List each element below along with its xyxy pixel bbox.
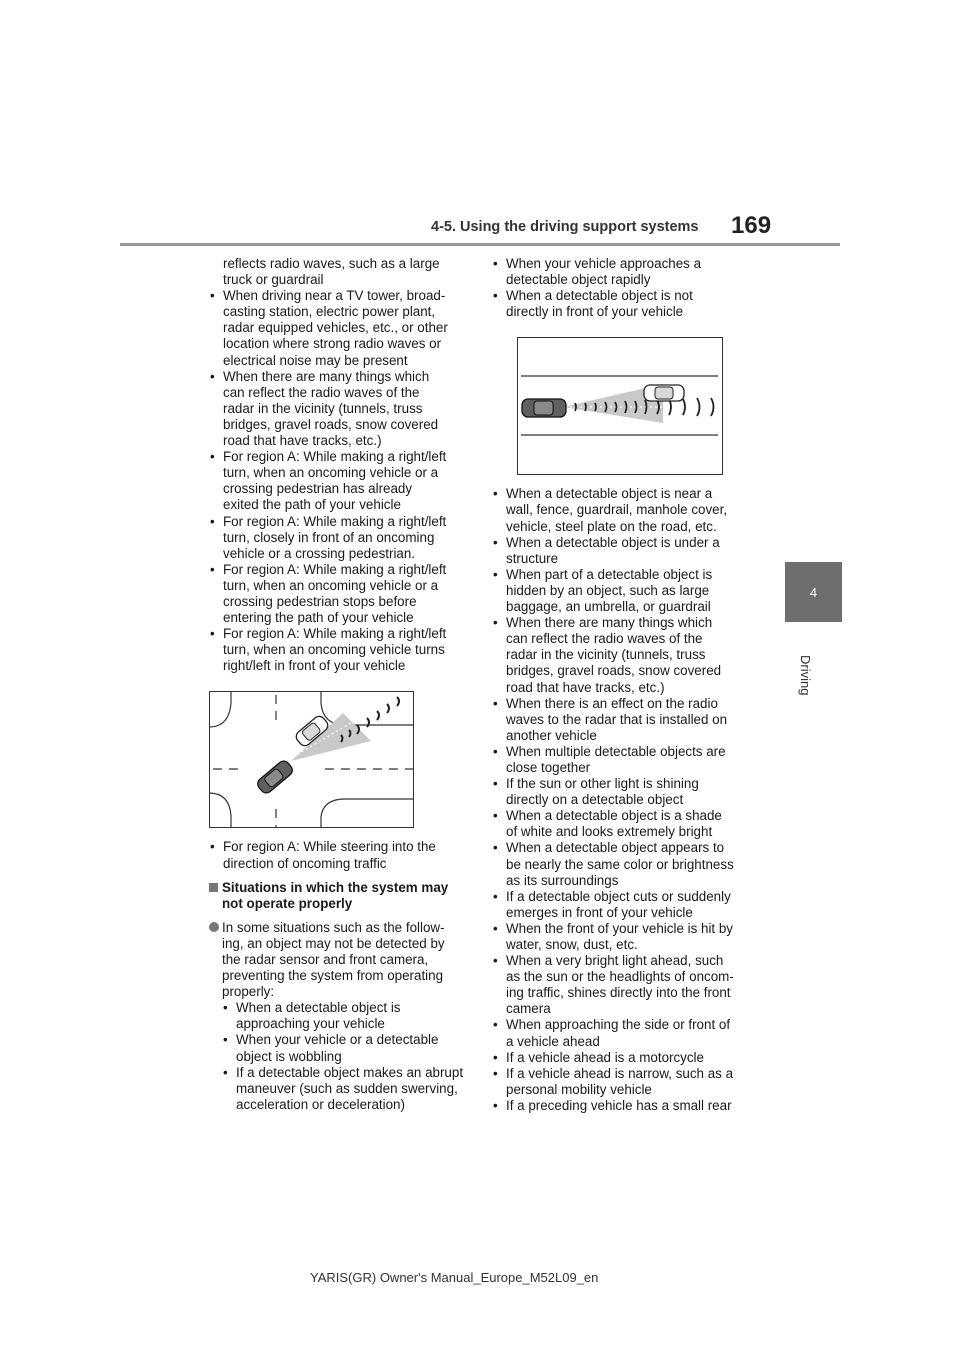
bullet-item (209, 288, 464, 368)
bullet-text: When a detectable object is not (506, 288, 693, 304)
bullet-glyph: • (493, 776, 498, 792)
paragraph-text: In some situations such as the follow- (222, 919, 445, 935)
bullet-glyph: • (223, 1000, 228, 1016)
bullet-glyph: • (210, 288, 215, 304)
bullet-text: When multiple detectable objects are (506, 743, 726, 759)
bullet-line: a vehicle ahead (506, 1033, 600, 1049)
bullet-text: If a detectable object makes an abrupt (236, 1064, 464, 1080)
bullet-item (492, 1050, 747, 1066)
bullet-text: If a detectable object cuts or suddenly (506, 888, 731, 904)
bullet-line: personal mobility vehicle (506, 1081, 652, 1097)
bullet-line: turn, closely in front of an oncoming (223, 529, 435, 545)
bullet-line: ing traffic, shines directly into the front (506, 985, 731, 1001)
text-line: reflects radio waves, such as a large (223, 256, 440, 271)
oblique-object-figure (517, 337, 723, 475)
bullet-item (492, 696, 747, 744)
bullet-line: structure (506, 550, 559, 566)
bullet-text: If a preceding vehicle has a small rear (506, 1097, 732, 1113)
bullet-item (492, 808, 747, 840)
bullet-glyph: • (493, 1049, 498, 1065)
bullet-text: When a detectable object is (236, 1000, 401, 1016)
bullet-line: turn, when an oncoming vehicle or a (223, 465, 439, 481)
bullet-item (209, 449, 464, 513)
bullet-item (209, 562, 464, 626)
bullet-text: For region A: While making a right/left (223, 561, 447, 577)
bullet-line: of white and looks extremely bright (506, 824, 713, 840)
bullet-list (492, 256, 747, 320)
bullet-glyph: • (493, 695, 498, 711)
bullet-line (209, 562, 464, 578)
intersection-turn-figure (209, 691, 414, 828)
bullet-line: radar equipped vehicles, etc., or other (223, 320, 448, 336)
bullet-line: entering the path of your vehicle (223, 610, 414, 626)
bullet-glyph: • (493, 566, 498, 582)
bullet-glyph: • (493, 953, 498, 969)
bullet-line (492, 1066, 747, 1082)
bullet-line: right/left in front of your vehicle (223, 658, 406, 674)
bullet-text: When a very bright light ahead, such (506, 953, 724, 969)
bullet-text: When driving near a TV tower, broad- (223, 288, 446, 304)
bullet-line: another vehicle (506, 727, 597, 743)
bullet-line: bridges, gravel roads, snow covered (506, 663, 722, 679)
bullet-line: wall, fence, guardrail, manhole cover, (506, 502, 728, 518)
bullet-line: can reflect the radio waves of the (223, 384, 420, 400)
text-line: truck or guardrail (223, 272, 324, 288)
bullet-item (492, 1017, 747, 1049)
bullet-line: directly on a detectable object (506, 792, 684, 808)
bullet-glyph: • (210, 839, 215, 855)
bullet-text: When your vehicle approaches a (506, 256, 702, 271)
bullet-item (492, 953, 747, 1017)
bullet-line: baggage, an umbrella, or guardrail (506, 599, 711, 615)
bullet-line (222, 1032, 464, 1048)
bullet-line (222, 1065, 464, 1081)
bullet-line: hidden by an object, such as large (506, 582, 710, 598)
bullet-line: as the sun or the headlights of oncom- (506, 969, 734, 985)
bullet-item (222, 1032, 464, 1064)
bullet-line: crossing pedestrian has already (223, 481, 413, 497)
bullet-line (492, 1017, 747, 1033)
bullet-text: If a vehicle ahead is narrow, such as a (506, 1065, 734, 1081)
bullet-item (209, 514, 464, 562)
footer-text: YARIS(GR) Owner's Manual_Europe_M52L09_en (310, 1270, 599, 1285)
right-column (492, 256, 747, 1114)
bullet-item (209, 839, 464, 871)
bullet-text: When a detectable object is near a (506, 486, 713, 502)
bullet-line: electrical noise may be present (223, 352, 408, 368)
bullet-glyph: • (210, 626, 215, 642)
bullet-line (492, 744, 747, 760)
bullet-line: emerges in front of your vehicle (506, 904, 693, 920)
bullet-item (222, 1000, 464, 1032)
bullet-text: When a detectable object is under a (506, 534, 720, 550)
bullet-line: casting station, electric power plant, (223, 304, 436, 320)
bullet-line (492, 776, 747, 792)
bullet-line (492, 889, 747, 905)
bullet-glyph: • (493, 615, 498, 631)
bullet-text: For region A: While making a right/left (223, 513, 447, 529)
bullet-line (492, 486, 747, 502)
bullet-line (492, 1050, 747, 1066)
bullet-line: be nearly the same color or brightness (506, 856, 734, 872)
bullet-text: When there are many things which (506, 615, 713, 631)
bullet-line (492, 921, 747, 937)
bullet-text: When the front of your vehicle is hit by (506, 920, 734, 936)
bullet-glyph: • (493, 743, 498, 759)
bullet-line: can reflect the radio waves of the (506, 631, 703, 647)
bullet-glyph: • (493, 808, 498, 824)
bullet-line: object is wobbling (236, 1048, 342, 1064)
bullet-text: If a vehicle ahead is a motorcycle (506, 1049, 704, 1065)
bullet-item (492, 256, 747, 288)
bullet-line: crossing pedestrian stops before (223, 593, 417, 609)
bullet-line (209, 369, 464, 385)
bullet-line: radar in the vicinity (tunnels, truss (506, 647, 706, 663)
bullet-item (209, 369, 464, 449)
bullet-text: If the sun or other light is shining (506, 776, 699, 792)
paragraph-text: properly: (222, 984, 275, 1000)
bullet-line: turn, when an oncoming vehicle turns (223, 642, 445, 658)
bullet-item (492, 288, 747, 320)
bullet-line: camera (506, 1001, 551, 1017)
bullet-line: location where strong radio waves or (223, 336, 442, 352)
bullet-item (492, 889, 747, 921)
bullet-line (492, 567, 747, 583)
bullet-line: radar in the vicinity (tunnels, truss (223, 400, 423, 416)
bullet-line: acceleration or deceleration) (236, 1096, 405, 1112)
bullet-item (492, 486, 747, 534)
bullet-line (222, 1000, 464, 1016)
bullet-line: turn, when an oncoming vehicle or a (223, 577, 439, 593)
bullet-line (492, 953, 747, 969)
bullet-item (492, 1066, 747, 1098)
section-heading (209, 880, 464, 912)
continuation-text (209, 256, 464, 288)
bullet-list (209, 839, 464, 871)
bullet-line (492, 1098, 747, 1114)
bullet-text: For region A: While making a right/left (223, 626, 447, 642)
bullet-line: maneuver (such as sudden swerving, (236, 1080, 458, 1096)
bullet-line (209, 288, 464, 304)
bullet-list (209, 1000, 464, 1113)
bullet-line: detectable object rapidly (506, 272, 651, 288)
bullet-line (492, 840, 747, 856)
bullet-list (209, 288, 464, 674)
bullet-line: road that have tracks, etc.) (506, 679, 665, 695)
circle-bullet-icon (209, 922, 219, 932)
bullet-item (492, 1098, 747, 1114)
bullet-item (492, 744, 747, 776)
header-rule (120, 243, 840, 246)
bullet-text: When your vehicle or a detectable (236, 1032, 439, 1048)
square-bullet-icon (209, 883, 218, 892)
bullet-text: For region A: While making a right/left (223, 449, 447, 465)
bullet-line (209, 626, 464, 642)
bullet-line (209, 839, 464, 855)
bullet-text: When a detectable object is a shade (506, 808, 722, 824)
bullet-glyph: • (210, 513, 215, 529)
bullet-glyph: • (210, 368, 215, 384)
chapter-label: Driving (798, 655, 813, 696)
bullet-glyph: • (493, 486, 498, 502)
bullet-item (492, 840, 747, 888)
bullet-line (209, 449, 464, 465)
bullet-item (492, 615, 747, 695)
bullet-item (492, 535, 747, 567)
bullet-line: approaching your vehicle (236, 1016, 385, 1032)
bullet-text: For region A: While steering into the (223, 839, 436, 855)
bullet-glyph: • (223, 1032, 228, 1048)
bullet-line: bridges, gravel roads, snow covered (223, 416, 439, 432)
bullet-glyph: • (210, 449, 215, 465)
bullet-line: close together (506, 759, 591, 775)
heading-text: not operate properly (222, 895, 353, 911)
bullet-line: exited the path of your vehicle (223, 497, 401, 513)
bullet-text: When approaching the side or front of (506, 1017, 731, 1033)
bullet-line: road that have tracks, etc.) (223, 433, 382, 449)
bullet-line: waves to the radar that is installed on (506, 711, 728, 727)
bullet-line (209, 514, 464, 530)
chapter-number: 4 (809, 584, 818, 600)
paragraph-text: ing, an object may not be detected by (222, 935, 445, 951)
bullet-item (492, 921, 747, 953)
bullet-line (492, 535, 747, 551)
bullet-line: as its surroundings (506, 872, 619, 888)
bullet-line: vehicle, steel plate on the road, etc. (506, 518, 717, 534)
bullet-text: When there are many things which (223, 368, 430, 384)
bullet-item (492, 776, 747, 808)
bullet-line (492, 808, 747, 824)
bullet-glyph: • (493, 534, 498, 550)
bullet-glyph: • (210, 561, 215, 577)
bullet-item (209, 626, 464, 674)
bullet-glyph: • (493, 1065, 498, 1081)
bullet-text: When part of a detectable object is (506, 566, 713, 582)
intro-paragraph (209, 920, 464, 1000)
bullet-line: water, snow, dust, etc. (506, 937, 638, 952)
page-number: 169 (731, 212, 772, 239)
bullet-glyph: • (493, 1017, 498, 1033)
bullet-glyph: • (223, 1064, 228, 1080)
bullet-text: When there is an effect on the radio (506, 695, 718, 711)
bullet-list (492, 486, 747, 1114)
bullet-line (492, 288, 747, 304)
paragraph-text: preventing the system from operating (222, 968, 444, 984)
bullet-glyph: • (493, 1097, 498, 1113)
bullet-item (222, 1065, 464, 1113)
bullet-line: direction of oncoming traffic (223, 855, 387, 871)
bullet-glyph: • (493, 288, 498, 304)
bullet-line (492, 615, 747, 631)
bullet-glyph: • (493, 888, 498, 904)
bullet-glyph: • (493, 840, 498, 856)
left-column (209, 256, 464, 1113)
bullet-line: vehicle or a crossing pedestrian. (223, 545, 416, 561)
bullet-line (492, 696, 747, 712)
bullet-line: directly in front of your vehicle (506, 304, 684, 320)
bullet-glyph: • (493, 920, 498, 936)
chapter-tab (785, 562, 842, 622)
bullet-glyph: • (493, 256, 498, 271)
bullet-line (492, 256, 747, 272)
bullet-item (492, 567, 747, 615)
section-title: 4-5. Using the driving support systems (431, 219, 699, 235)
bullet-text: When a detectable object appears to (506, 840, 725, 856)
paragraph-text: the radar sensor and front camera, (222, 952, 429, 967)
heading-text: Situations in which the system may (222, 879, 449, 895)
